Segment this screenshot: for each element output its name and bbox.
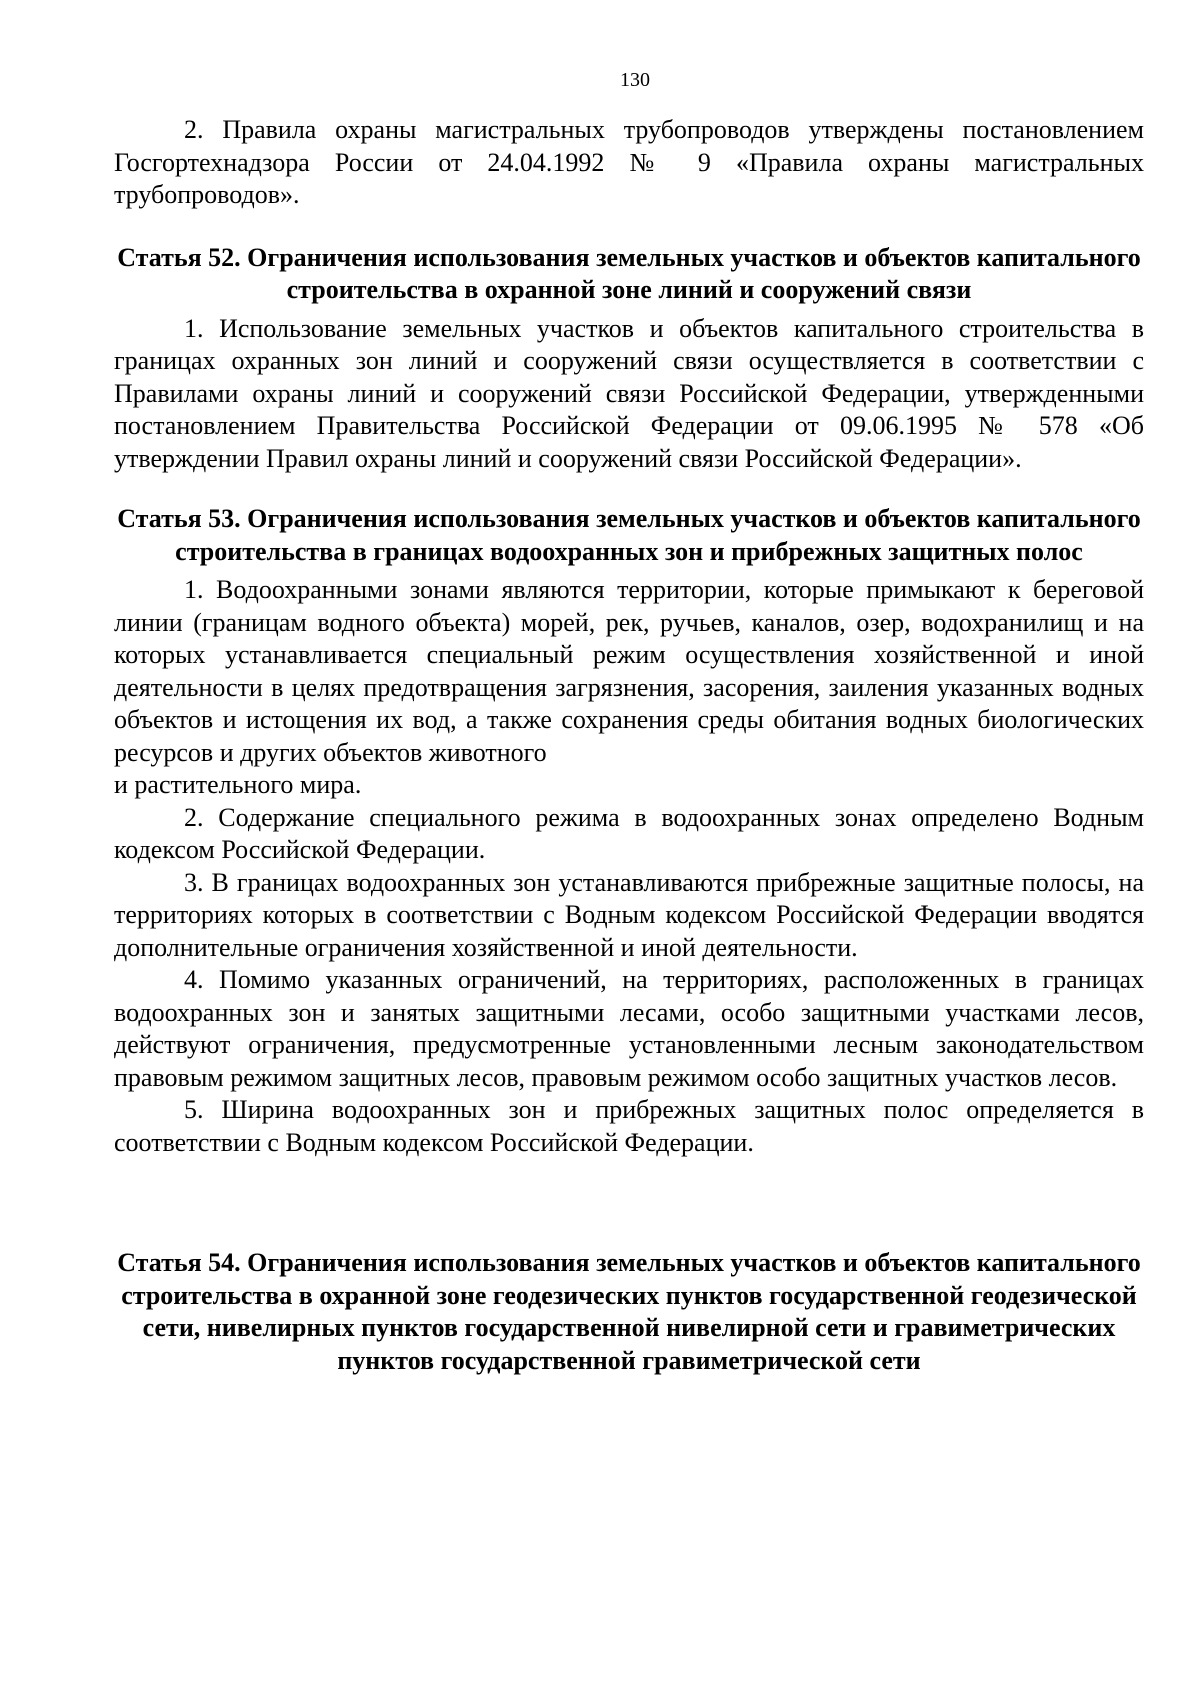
article-53-paragraph-1-continuation: и растительного мира.: [114, 770, 362, 799]
article-53-paragraph-3: 3. В границах водоохранных зон устанавливаются прибрежные защитные полосы, на территориях которых в соответствии с Водным кодексом Российской Федерации вводятся дополнительные ограничения хозяйственной и иной деятельности.: [114, 867, 1144, 962]
article-54-heading: Статья 54. Ограничения использования земельных участков и объектов капитального строительства в охранной зоне геодезических пунктов государственной геодезической сети, нивелирных пунктов государственной нивелирной сети и гравиметрических пунктов государственной гравиметрической сети: [117, 1248, 1141, 1375]
article-53-paragraph-2: 2. Содержание специального режима в водоохранных зонах определено Водным кодексом Российской Федерации.: [114, 802, 1144, 864]
page-number: 130: [620, 69, 650, 91]
article-53-heading: Статья 53. Ограничения использования земельных участков и объектов капитального строительства в границах водоохранных зон и прибрежных защитных полос: [117, 504, 1141, 566]
article-52-heading: Статья 52. Ограничения использования земельных участков и объектов капитального строительства в охранной зоне линий и сооружений связи: [117, 242, 1141, 304]
article-53-paragraph-5: 5. Ширина водоохранных зон и прибрежных защитных полос определяется в соответствии с Водным кодексом Российской Федерации.: [114, 1095, 1144, 1157]
article-53-paragraph-1: 1. Водоохранными зонами являются территории, которые примыкают к береговой линии (границам водного объекта) морей, рек, ручьев, каналов, озер, водохранилищ и на которых устанавливается специальный режим осуществления хозяйственной и иной деятельности в целях предотвращения загрязнения, засорения, заиления указанных водных объектов и истощения их вод, а также сохранения среды обитания водных биологических ресурсов и других объектов животного: [114, 575, 1144, 767]
article-52-paragraph-1: 1. Использование земельных участков и объектов капитального строительства в границах охранных зон линий и сооружений связи осуществляется в соответствии с Правилами охраны линий и сооружений связи Российской Федерации, утвержденными постановлением Правительства Российской Федерации от 09.06.1995 № 578 «Об утверждении Правил охраны линий и сооружений связи Российской Федерации».: [114, 313, 1144, 473]
article-53-paragraph-4: 4. Помимо указанных ограничений, на территориях, расположенных в границах водоохранных зон и занятых защитными лесами, особо защитными участками лесов, действуют ограничения, предусмотренные установленными лесным законодательством правовым режимом защитных лесов, правовым режимом особо защитных участков лесов.: [114, 965, 1144, 1092]
paragraph-pipelines-rules: 2. Правила охраны магистральных трубопроводов утверждены постановлением Госгортехнадзора России от 24.04.1992 № 9 «Правила охраны магистральных трубопроводов».: [114, 115, 1144, 209]
